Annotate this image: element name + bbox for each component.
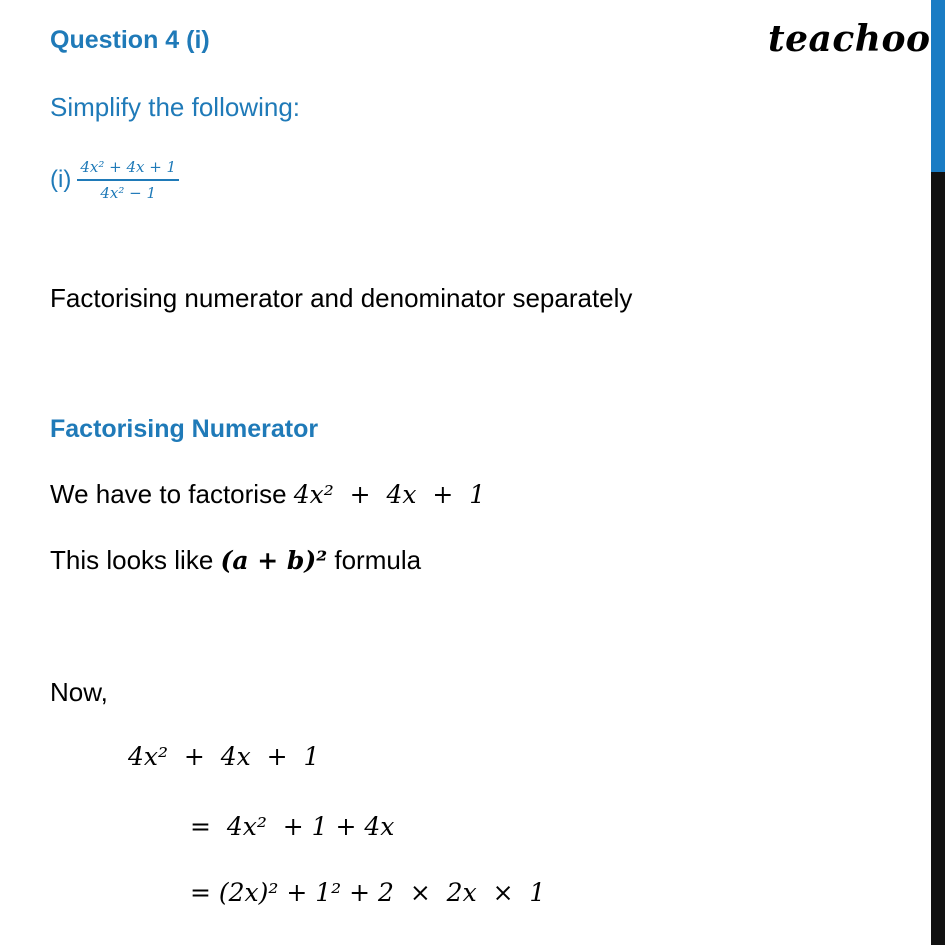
part-label: (i)	[50, 165, 72, 193]
formula-text-b: formula	[327, 545, 422, 575]
fraction-denominator: 4x² − 1	[100, 183, 157, 202]
formula-expression: (a + b)²	[220, 546, 328, 575]
step-1: 4x² + 4x + 1	[128, 742, 320, 771]
fraction-numerator: 4x² + 4x + 1	[80, 158, 177, 176]
instruction-text: Simplify the following:	[50, 92, 300, 122]
formula-text-a: This looks like	[50, 545, 221, 575]
right-edge-accent	[931, 0, 945, 172]
problem-part-i	[50, 158, 179, 202]
factorise-expression: 4x² + 4x + 1	[293, 480, 486, 509]
teachoo-logo: teachoo	[768, 18, 931, 60]
fraction-bar	[77, 179, 179, 181]
fraction-expression	[77, 158, 179, 202]
intro-paragraph: Factorising numerator and denominator separately	[50, 283, 633, 313]
formula-line	[50, 545, 421, 576]
factorise-line	[50, 479, 485, 510]
now-label: Now,	[50, 677, 108, 707]
section-heading: Factorising Numerator	[50, 415, 319, 443]
factorise-text: We have to factorise	[50, 479, 294, 509]
step-2: = 4x² + 1 + 4x	[190, 812, 395, 841]
question-title: Question 4 (i)	[50, 26, 210, 54]
step-3: = (2x)² + 1² + 2 × 2x × 1	[190, 878, 546, 907]
